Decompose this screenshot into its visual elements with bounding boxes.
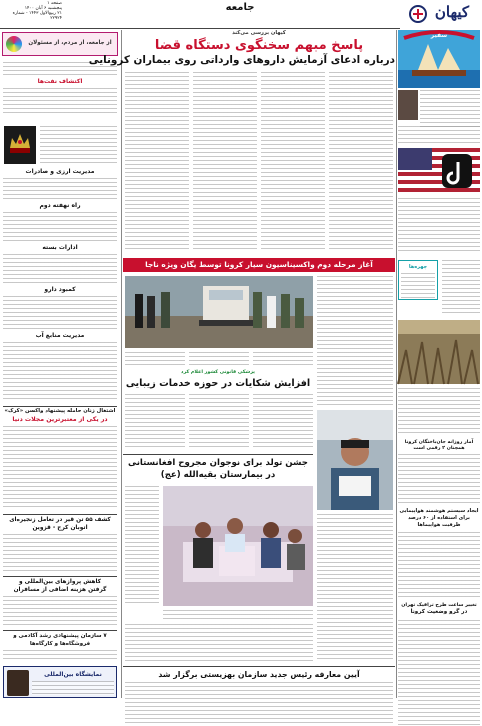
tiktok-flag-image: [398, 148, 480, 194]
left-item-title-3: راه نهفته دوم: [39, 202, 81, 209]
side-portrait: [398, 90, 418, 120]
logo: [408, 0, 478, 28]
beauty-col-1: [125, 394, 185, 450]
main-kicker: کیهان بررسی می‌کند: [232, 30, 286, 36]
right-caption-c-line1: تغییر ساعت طرح ترافیک تهران: [401, 602, 477, 608]
afghan-text-bottom: [125, 624, 313, 662]
left-promo-title: از جامعه، از مردم، از مسئولان: [28, 40, 112, 46]
right-text-2: [398, 126, 480, 144]
left-text-block-7: [3, 296, 117, 330]
grass-image: [398, 320, 480, 384]
afghan-text-left: [125, 486, 159, 606]
side-note-text: [401, 273, 435, 299]
left-text-block-9: [3, 426, 117, 510]
main-col-1: [125, 72, 189, 252]
masthead: [0, 0, 482, 21]
injured-boy-photo: [317, 410, 393, 510]
right-column: [398, 30, 482, 701]
left-col-divider: [121, 30, 122, 698]
bottom-text: [125, 682, 393, 726]
left-item-title-4: ادارات بسته: [42, 244, 78, 251]
afghan-photo: [163, 486, 313, 606]
left-ad-box: [3, 666, 117, 698]
right-caption-b-line3: ظرفیت هواپیماها: [417, 522, 461, 528]
issue-info: [2, 1, 62, 21]
beauty-headline: افزایش شکایات در حوزه خدمات زیبایی: [125, 378, 311, 389]
vaccination-banner: آغاز مرحله دوم واکسیناسیون سیار کرونا توسط یگان ویژه ناجا: [123, 258, 395, 272]
left-text-block-10: [3, 534, 117, 572]
left-text-block-2: [3, 88, 117, 116]
right-text-8: [398, 620, 480, 726]
issue-number: ۲۱ ربیع‌الاول ۱۴۴۳ - شماره ۲۲۹۲۴: [12, 11, 62, 21]
main-col-2: [193, 72, 257, 252]
left-text-block-12: [3, 650, 117, 662]
left-item-title-6: مدیریت منابع آب: [35, 332, 85, 339]
right-caption-b-line1: ایجاد سیستم هوشمند هواپیمایی: [399, 508, 479, 514]
left-text-block-3: [40, 126, 117, 164]
issue-date: پنجشنبه ۶ آبان ۱۴۰۰: [24, 6, 62, 11]
issue-page: صفحه ۱: [47, 1, 62, 6]
afghan-headline-line1: جشن تولد برای نوجوان مجروح افغانستانی: [128, 458, 308, 468]
left-text-block-8: [3, 342, 117, 402]
right-text-6: [398, 454, 480, 504]
side-note-box-inner: [398, 260, 438, 300]
left-headline-b-line2: اتوبان کرج - قزوین: [32, 525, 88, 531]
right-caption-b-line2: برای استفاده از ۶۰ درصد: [408, 515, 470, 521]
vaccination-caption-3: [253, 352, 313, 366]
promo-logo-icon: [6, 36, 22, 52]
ad-portrait: [7, 670, 29, 696]
left-item-title-5: کمبود دارو: [44, 286, 76, 293]
side-note-box: [398, 258, 480, 316]
beauty-col-3: [253, 394, 313, 450]
vaccination-caption-2: [189, 352, 249, 366]
right-caption-c-line2: در گرو وضعیت کرونا: [410, 609, 468, 615]
afghan-headline-line2: در بیمارستان بقیه‌الله (عج): [160, 470, 276, 480]
left-headline-d-line2: فروشگاه‌ها و کارگاه‌ها: [29, 641, 91, 647]
vaccination-photo: [125, 276, 313, 348]
left-divider-1: [3, 406, 117, 407]
right-caption-a: آمار روزانه جان‌باختگان کرونا همچنان ۲ رقمی است: [404, 440, 474, 451]
main-headline-line1: پاسخ مبهم سخنگوی دستگاه قضا: [154, 38, 364, 53]
left-item-title-2: مدیریت ارزی و صادرات: [25, 168, 95, 175]
left-text-block-6: [3, 254, 117, 284]
ad-text: [32, 681, 114, 695]
main-col-3: [261, 72, 325, 252]
left-column: [0, 30, 120, 701]
right-text-1: [420, 90, 480, 130]
masthead-rule: [0, 28, 400, 29]
right-text-3: [398, 198, 480, 254]
left-text-block-11: [3, 596, 117, 626]
injured-boy-text: [317, 514, 393, 662]
bottom-headline: آیین معارفه رئیس جدید سازمان بهزیستی برگزار شد: [158, 670, 360, 679]
vaccination-text: [317, 276, 393, 406]
main-headline-line2: درباره ادعای آزمایش داروهای وارداتی روی بیماران کرونایی: [88, 54, 395, 66]
bottom-divider: [123, 666, 395, 667]
promo-banner: [398, 30, 480, 88]
right-col-divider: [396, 30, 397, 698]
crown-image: [4, 126, 36, 164]
main-area: [88, 30, 395, 701]
left-item-title-1: اکتشاف نفت‌ها: [37, 78, 83, 85]
main-col-4: [329, 72, 393, 252]
left-divider-2: [3, 514, 117, 515]
beauty-kicker: پزشکی قانونی کشور اعلام کرد: [181, 370, 255, 375]
promo-banner-title: سفیر: [430, 32, 448, 39]
left-text-block-5: [3, 212, 117, 242]
left-promo-box: [2, 32, 118, 56]
left-divider-3: [3, 576, 117, 577]
logo-text: کیهان: [434, 3, 470, 21]
left-divider-4: [3, 630, 117, 631]
left-headline-c-line2: گرفتن هزینه اضافی از مسافران: [13, 587, 107, 593]
afghan-caption: [163, 610, 313, 620]
right-text-5: [398, 388, 480, 436]
left-headline-b-line1: کشف ۵۵ تن قیر در تعامل زنجیره‌ای: [9, 517, 111, 523]
ad-title: نمایشگاه بین‌المللی: [44, 671, 102, 678]
left-text-block-4: [3, 178, 117, 200]
right-text-7: [398, 532, 480, 598]
beauty-col-2: [189, 394, 249, 450]
left-headline-a-line2: در یکی از معتبرترین مجلات دنیا: [12, 416, 108, 423]
left-headline-c-line1: کاهش پروازهای بین‌المللی و: [18, 579, 102, 585]
right-text-4: [442, 260, 480, 314]
side-note-title: چهره‌ها: [408, 264, 428, 270]
afghan-divider: [123, 454, 313, 455]
left-headline-d-line1: ۷ سازمان پیشنهادی رشد آکادمی و: [13, 633, 107, 639]
left-headline-a-line1: اشتغال زنان حامله پیشنهاد واکسن «کرک»: [4, 408, 116, 414]
vaccination-caption-1: [125, 352, 185, 366]
section-title: جامعه: [225, 2, 255, 13]
